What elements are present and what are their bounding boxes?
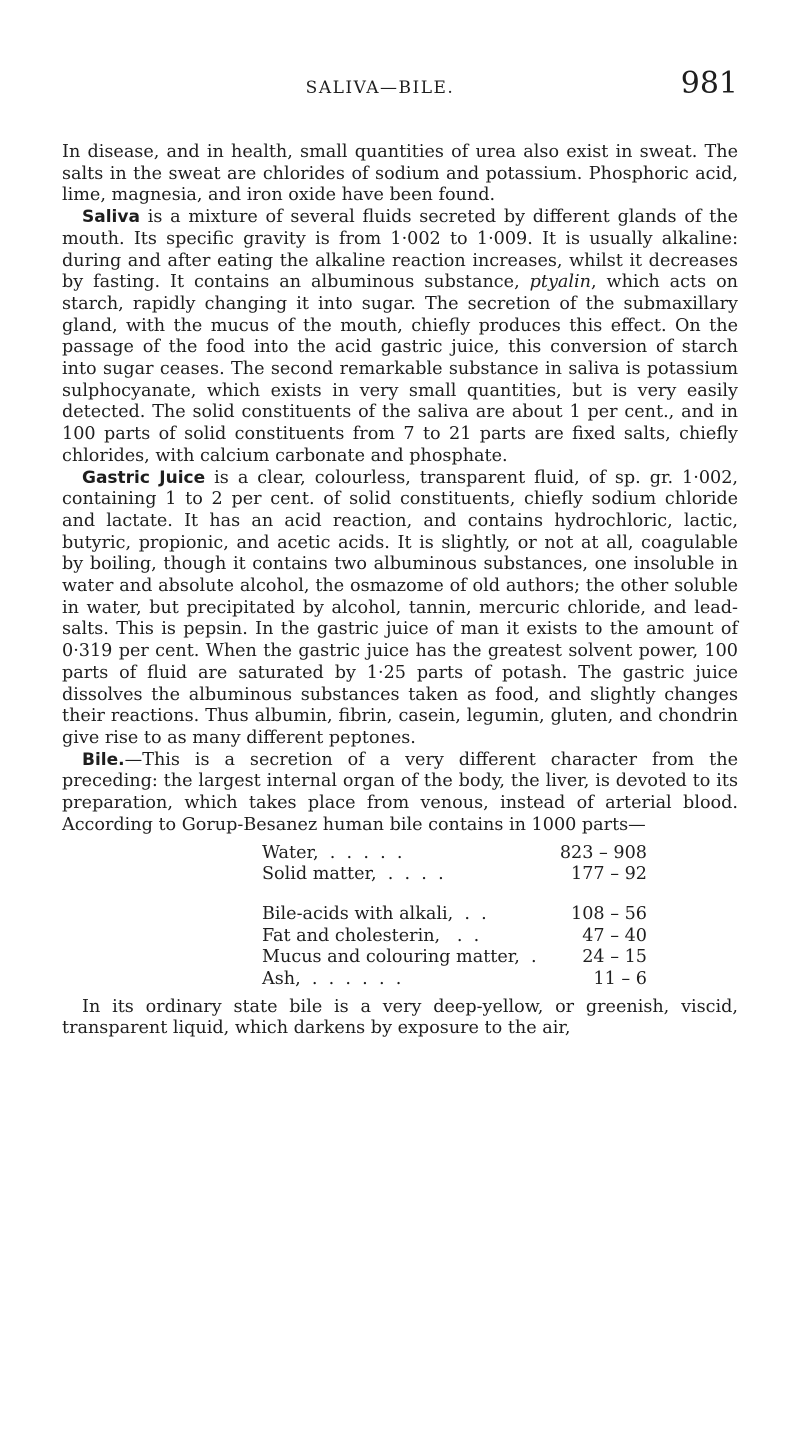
table-value: 108 – 56: [571, 903, 647, 924]
paragraph-bile-state: In its ordinary state bile is a very deep-yellow, or greenish, viscid, transparent liquid, which darkens by exposure to the air,: [62, 996, 738, 1039]
table-row: [262, 969, 647, 991]
saliva-text-1: is a mixture of several fluids secreted by different glands of the mouth. Its specific gravity is from 1·002 to 1·009. It is usually alkaline: during and after eating the alkaline reaction increases, whilst it decreases by fasting. It contains an albuminous substance,: [62, 207, 738, 293]
paragraph-saliva: [62, 207, 738, 467]
bile-heading: Bile.: [82, 749, 125, 770]
bile-text: —This is a secretion of a very different character from the preceding: the largest internal organ of the body, the liver, is devoted to its preparation, which takes place from venous, instead of arterial blood. According to Gorup-Besanez human bile contains in 1000 parts—: [62, 749, 738, 835]
paragraph-gastric-juice: [62, 468, 738, 750]
paragraph-bile: [62, 750, 738, 837]
table-row: [262, 904, 647, 926]
table-row: [262, 926, 647, 948]
table-label: Bile-acids with alkali, . .: [262, 903, 487, 924]
table-label: Mucus and colouring matter, .: [262, 947, 537, 968]
saliva-heading: Saliva: [82, 207, 140, 228]
table-value: 47 – 40: [582, 925, 647, 946]
page-body: [62, 142, 738, 1040]
table-value: 24 – 15: [582, 947, 647, 968]
table-label: Fat and cholesterin, . .: [262, 925, 480, 946]
table-value: 11 – 6: [593, 969, 647, 990]
gastric-juice-text: is a clear, colourless, transparent fluid, of sp. gr. 1·002, containing 1 to 2 per cent. of solid constituents, chiefly sodium chloride and lactate. It has an acid reaction, and contains hydrochloric, lactic, butyric, propionic, and acetic acids. It is slightly, or not at all, coagulable by boiling, though it contains two albuminous substances, one insoluble in water and absolute alcohol, the osmazome of old authors; the other soluble in water, but precipitated by alcohol, tannin, mercuric chloride, and lead-salts. This is pepsin. In the gastric juice of man it exists to the amount of 0·319 per cent. When the gastric juice has the greatest solvent power, 100 parts of fluid are saturated by 1·25 parts of potash. The gastric juice dissolves the albuminous substances taken as food, and slightly changes their reactions. Thus albumin, fibrin, casein, legumin, gluten, and chondrin give rise to as many different peptones.: [62, 467, 738, 748]
running-title: SALIVA—BILE.: [305, 78, 455, 98]
table-row: [262, 864, 647, 886]
table-label: Ash, . . . . . .: [262, 969, 402, 990]
saliva-text-2: , which acts on starch, rapidly changing it into sugar. The secretion of the submaxillary gland, with the mucus of the mouth, chiefly produces this effect. On the passage of the food into the acid gastric juice, this conversion of starch into sugar ceases. The second remarkable substance in saliva is potassium sulphocyanate, which exists in very small quantities, but is very easily detected. The solid constituents of the saliva are about 1 per cent., and in 100 parts of solid constituents from 7 to 21 parts are fixed salts, chiefly chlorides, with calcium carbonate and phosphate.: [62, 272, 738, 466]
table-label: Solid matter, . . . .: [262, 864, 444, 885]
saliva-italic-term: ptyalin: [529, 272, 591, 293]
gastric-juice-heading: Gastric Juice: [82, 467, 206, 488]
paragraph-sweat: In disease, and in health, small quantities of urea also exist in sweat. The salts in the sweat are chlorides of sodium and potassium. Phosphoric acid, lime, magnesia, and iron oxide have been found.: [62, 142, 738, 206]
table-value: 177 – 92: [571, 864, 647, 885]
table-label: Water, . . . . .: [262, 842, 403, 863]
table-row: [262, 947, 647, 969]
table-row: [262, 843, 647, 865]
table-value: 823 – 908: [559, 842, 647, 863]
page-number: 981: [680, 66, 738, 101]
bile-composition-table: [262, 843, 647, 991]
page-header: [60, 64, 760, 124]
